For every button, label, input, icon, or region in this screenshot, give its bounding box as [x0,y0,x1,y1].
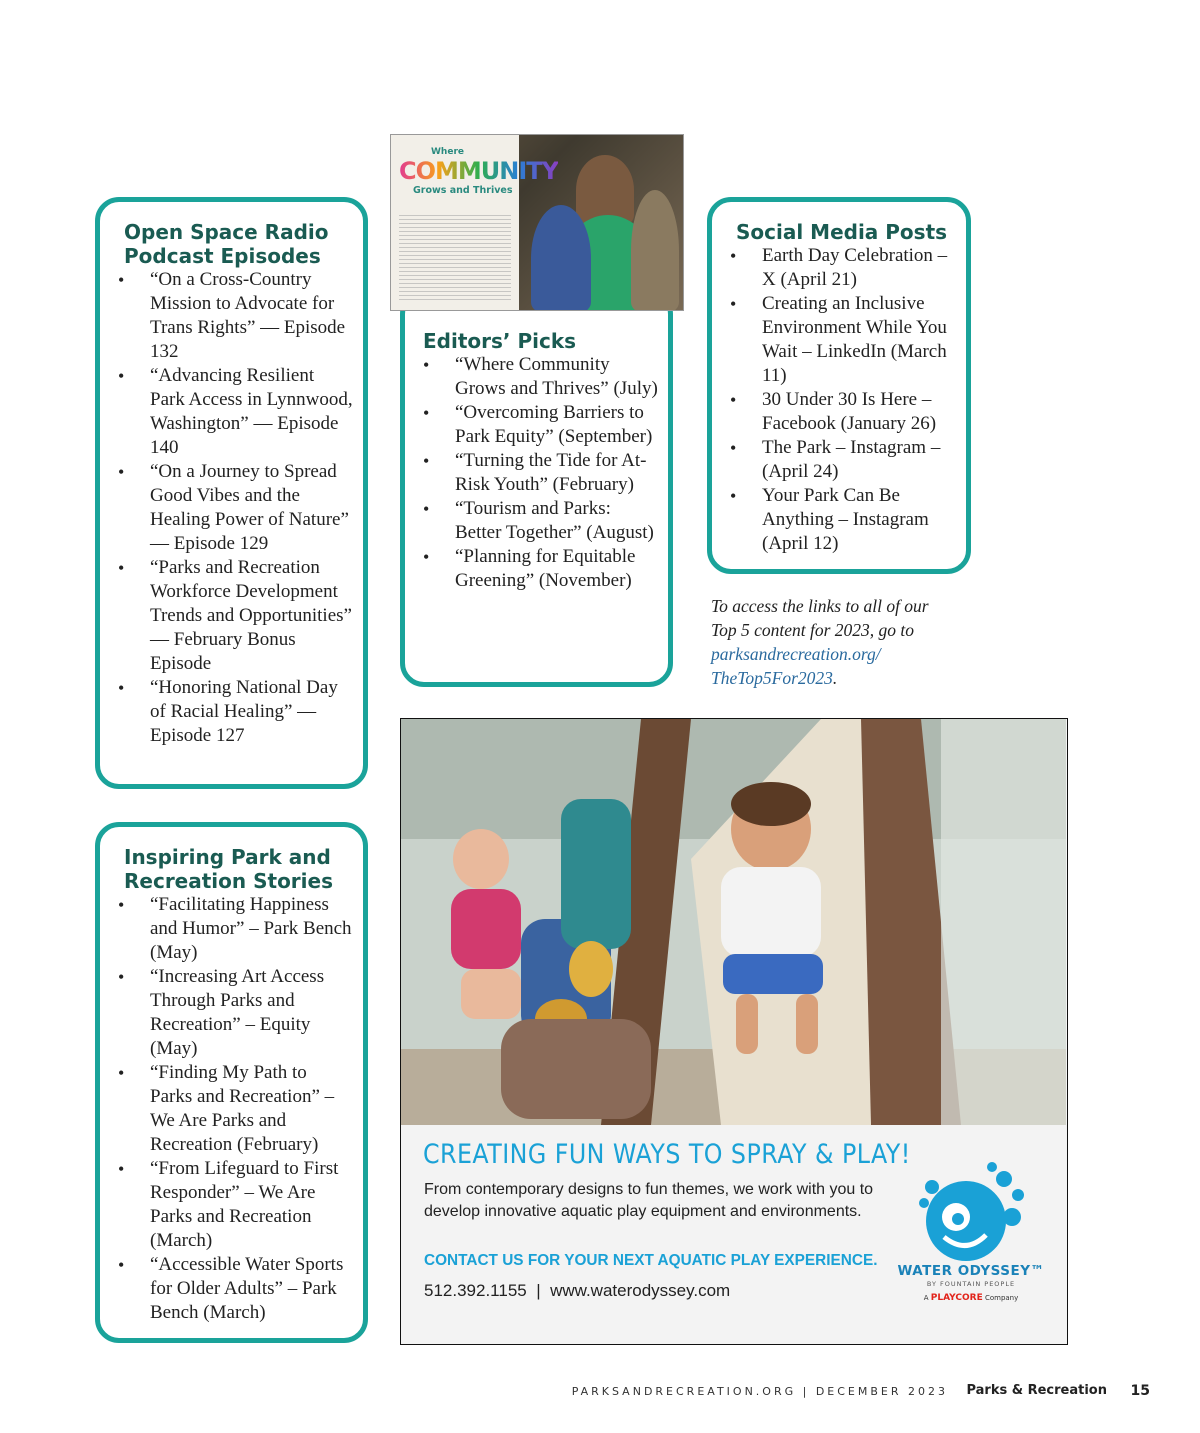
list-item: • “Advancing Resilient Park Access in Lynnwood, Washington” — Episode 140 [118,364,353,460]
thumbnail-subhead: Grows and Thrives [413,185,513,196]
list-item: • “On a Journey to Spread Good Vibes and the Healing Power of Nature” — Episode 129 [118,460,353,556]
ad-photo [401,719,1066,1125]
podcast-list [118,268,353,748]
podcast-title: Open Space Radio Podcast Episodes [124,220,329,268]
editors-list [423,353,658,593]
ad-divider: | [536,1281,541,1300]
ad-headline: CREATING FUN WAYS TO SPRAY & PLAY! [423,1139,911,1170]
article-thumbnail [390,134,684,311]
stories-title: Inspiring Park and Recreation Stories [124,845,333,893]
thumbnail-body-text [399,215,511,303]
social-box [707,197,971,574]
ad-body: From contemporary designs to fun themes, we work with you to develop innovative aquatic play equipment and environments. [424,1181,874,1220]
list-item: • Creating an Inclusive Environment While You Wait – LinkedIn (March 11) [730,292,956,388]
podcast-box [95,197,368,789]
list-item: • “Accessible Water Sports for Older Adults” – Park Bench (March) [118,1253,353,1325]
list-item: • “Finding My Path to Parks and Recreation” – We Are Parks and Recreation (February) [118,1061,353,1157]
note-text: To access the links to all of our Top 5 content for 2023, go to [711,596,929,640]
list-item: • “Where Community Grows and Thrives” (July) [423,353,658,401]
playcore-company: Company [984,1294,1019,1302]
list-item: • The Park – Instagram – (April 24) [730,436,956,484]
thumbnail-photo-figure [631,190,679,311]
list-item: • Earth Day Celebration – X (April 21) [730,244,956,292]
logo-tagline: BY FOUNTAIN PEOPLE [926,1280,1016,1288]
playcore-logo: PLAYCORE [930,1293,983,1303]
list-item: • “From Lifeguard to First Responder” – We Are Parks and Recreation (March) [118,1157,353,1253]
social-list [730,244,956,556]
stories-list [118,893,353,1325]
page-footer [0,1383,1200,1403]
list-item: • “Increasing Art Access Through Parks and Recreation” – Equity (May) [118,965,353,1061]
list-item: • “Tourism and Parks: Better Together” (August) [423,497,658,545]
social-title: Social Media Posts [736,220,948,244]
page-number: 15 [1130,1383,1150,1399]
footer-publication: Parks & Recreation [966,1383,1107,1398]
ad-contact [424,1281,730,1301]
top5-link[interactable]: parksandrecreation.org/ TheTop5For2023 [711,644,881,688]
list-item: • “Overcoming Barriers to Park Equity” (September) [423,401,658,449]
playcore-a: A [923,1294,929,1302]
ad-cta: CONTACT US FOR YOUR NEXT AQUATIC PLAY EXPERIENCE. [424,1252,878,1269]
editors-title: Editors’ Picks [423,329,577,353]
list-item: • “Honoring National Day of Racial Healing” — Episode 127 [118,676,353,748]
list-item: • “Planning for Equitable Greening” (November) [423,545,658,593]
splash-pad-illustration [401,719,1066,1125]
ad-phone[interactable]: 512.392.1155 [424,1281,527,1300]
list-item: • “Turning the Tide for At-Risk Youth” (February) [423,449,658,497]
list-item: • “On a Cross-Country Mission to Advocate for Trans Rights” — Episode 132 [118,268,353,364]
list-item: • “Facilitating Happiness and Humor” – Park Bench (May) [118,893,353,965]
logo-name: WATER ODYSSEY™ [897,1263,1045,1279]
list-item: • “Parks and Recreation Workforce Development Trends and Opportunities” — February Bonus Episode [118,556,353,676]
thumbnail-kicker: Where [431,147,464,157]
splash-mascot-icon [886,1159,1056,1263]
list-item: • Your Park Can Be Anything – Instagram (April 12) [730,484,956,556]
ad-website[interactable]: www.waterodyssey.com [550,1281,731,1300]
water-odyssey-logo [886,1159,1056,1309]
stories-box [95,822,368,1343]
playcore-credit [886,1293,1056,1303]
editors-box [400,290,673,687]
footer-site: PARKSANDRECREATION.ORG | DECEMBER 2023 [571,1385,948,1398]
note-end: . [832,668,838,688]
water-odyssey-ad [400,718,1068,1345]
thumbnail-photo-figure [531,205,591,311]
thumbnail-headline: COMMUNITY [399,157,559,185]
links-note [711,594,951,690]
list-item: • 30 Under 30 Is Here – Facebook (January 26) [730,388,956,436]
